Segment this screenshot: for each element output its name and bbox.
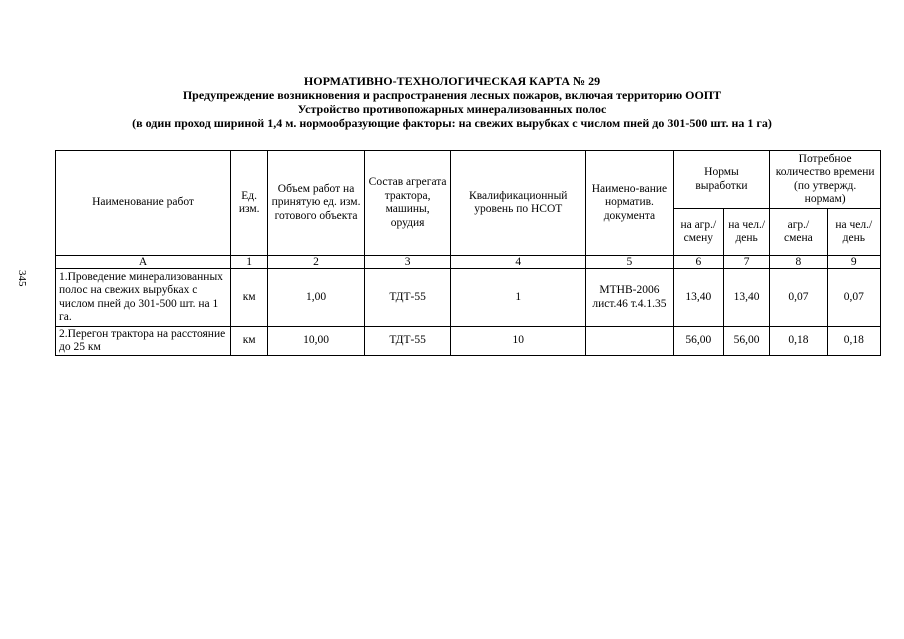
column-number: 8 <box>770 256 827 269</box>
cell-time-person: 0,07 <box>827 269 880 327</box>
cell-output-agr: 13,40 <box>673 269 723 327</box>
heading-operation: Устройство противопожарных минерализованных полос <box>297 102 607 116</box>
table-header-row <box>56 151 881 209</box>
table-row <box>56 327 881 356</box>
cell-volume: 1,00 <box>268 269 365 327</box>
column-number: 9 <box>827 256 880 269</box>
header-output-agr: на агр./ смену <box>673 209 723 256</box>
cell-output-person: 13,40 <box>723 269 769 327</box>
cell-output-agr: 56,00 <box>673 327 723 356</box>
heading-conditions: (в один проход шириной 1,4 м. нормообразующие факторы: на свежих вырубках с числом пней до 301-500 шт. на 1 га) <box>132 116 772 130</box>
column-number: 6 <box>673 256 723 269</box>
cell-composition: ТДТ-55 <box>364 269 451 327</box>
cell-time-person: 0,18 <box>827 327 880 356</box>
column-number: А <box>56 256 231 269</box>
cell-work-name: 1.Проведение минерализованных полос на свежих вырубках с числом пней до 301-500 шт. на 1 га. <box>56 269 231 327</box>
page-number: 345 <box>16 270 28 287</box>
header-output-norms: Нормы выработки <box>673 151 770 209</box>
cell-qualification: 1 <box>451 269 586 327</box>
cell-time-agr: 0,18 <box>770 327 827 356</box>
column-number-row <box>56 256 881 269</box>
cell-document <box>586 327 674 356</box>
header-volume: Объем работ на принятую ед. изм. готового объекта <box>268 151 365 256</box>
cell-qualification: 10 <box>451 327 586 356</box>
cell-output-person: 56,00 <box>723 327 769 356</box>
header-time-agr: агр./ смена <box>770 209 827 256</box>
cell-time-agr: 0,07 <box>770 269 827 327</box>
column-number: 4 <box>451 256 586 269</box>
table-row <box>56 269 881 327</box>
header-output-person: на чел./ день <box>723 209 769 256</box>
column-number: 5 <box>586 256 674 269</box>
heading-title: НОРМАТИВНО-ТЕХНОЛОГИЧЕСКАЯ КАРТА № 29 <box>303 74 601 88</box>
heading-subtitle: Предупреждение возникновения и распространения лесных пожаров, включая территорию ООПТ <box>182 88 722 102</box>
header-time-required: Потребное количество времени (по утвержд. нормам) <box>770 151 881 209</box>
norms-table <box>55 150 881 356</box>
header-work-name: Наименование работ <box>56 151 231 256</box>
column-number: 3 <box>364 256 451 269</box>
document-heading <box>0 74 904 130</box>
column-number: 2 <box>268 256 365 269</box>
header-qualification: Квалификационный уровень по НСОТ <box>451 151 586 256</box>
header-time-person: на чел./ день <box>827 209 880 256</box>
cell-work-name: 2.Перегон трактора на расстояние до 25 км <box>56 327 231 356</box>
cell-volume: 10,00 <box>268 327 365 356</box>
header-unit: Ед. изм. <box>231 151 268 256</box>
cell-document: МТНВ-2006 лист.46 т.4.1.35 <box>586 269 674 327</box>
cell-composition: ТДТ-55 <box>364 327 451 356</box>
column-number: 1 <box>231 256 268 269</box>
header-composition: Состав агрегата трактора, машины, орудия <box>364 151 451 256</box>
cell-unit: км <box>231 269 268 327</box>
column-number: 7 <box>723 256 769 269</box>
cell-unit: км <box>231 327 268 356</box>
header-document: Наимено-вание норматив. документа <box>586 151 674 256</box>
